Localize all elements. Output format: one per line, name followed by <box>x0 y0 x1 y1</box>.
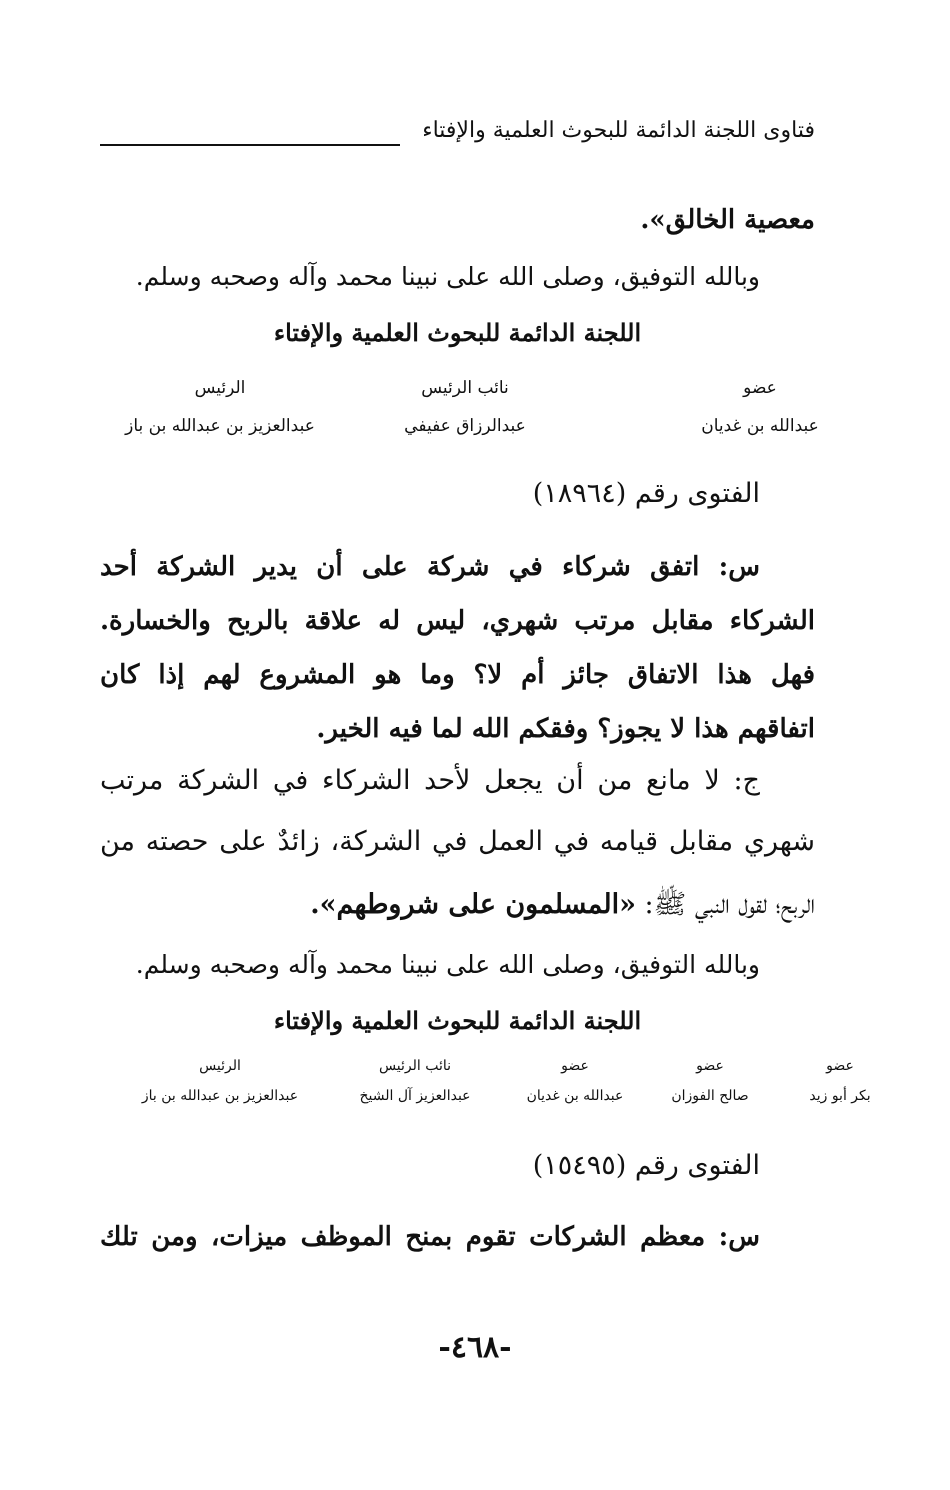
signature-role: الرئيس <box>194 378 246 398</box>
signature-block <box>505 1058 645 1104</box>
fatwa-number: الفتوى رقم (١٨٩٦٤) <box>532 478 760 509</box>
header-title: فتاوى اللجنة الدائمة للبحوث العلمية والإفتاء <box>422 118 815 143</box>
fatwa-number: الفتوى رقم (١٥٤٩٥) <box>532 1150 760 1181</box>
signature-name: بكر أبو زيد <box>809 1088 871 1104</box>
answer-line <box>100 887 815 927</box>
signature-block <box>335 378 595 436</box>
answer-line: ج: لا مانع من أن يجعل لأحد الشركاء في الشركة مرتب <box>100 765 760 796</box>
signature-block <box>90 378 350 436</box>
question-line: س: اتفق شركاء في شركة على أن يدير الشركة أحد <box>100 552 760 582</box>
answer-line: شهري مقابل قيامه في العمل في الشركة، زائدٌ على حصته من <box>100 826 815 857</box>
signature-role: نائب الرئيس <box>421 378 509 398</box>
signature-name: عبدالعزيز بن عبدالله بن باز <box>141 1088 299 1104</box>
header-rule <box>100 144 400 146</box>
text-line: وبالله التوفيق، وصلى الله على نبينا محمد وآله وصحبه وسلم. <box>135 262 760 291</box>
answer-text: الربح؛ لقول النبي ﷺ: <box>635 889 815 920</box>
hadith-quote: «المسلمون على شروطهم». <box>310 889 636 920</box>
text-line: معصية الخالق». <box>640 205 815 235</box>
signature-block <box>335 1058 495 1104</box>
signature-name: عبدالعزيز آل الشيخ <box>359 1088 471 1104</box>
signature-block <box>770 1058 910 1104</box>
signature-name: عبدالرزاق عفيفي <box>404 416 526 436</box>
question-line: الشركاء مقابل مرتب شهري، ليس له علاقة بالربح والخسارة. <box>100 606 815 636</box>
question-line: اتفاقهم هذا لا يجوز؟ وفقكم الله لما فيه الخير. <box>316 714 815 744</box>
signature-block <box>120 1058 320 1104</box>
signature-block <box>630 378 890 436</box>
committee-title: اللجنة الدائمة للبحوث العلمية والإفتاء <box>273 318 642 347</box>
question-line: فهل هذا الاتفاق جائز أم لا؟ وما هو المشروع لهم إذا كان <box>100 660 815 690</box>
signature-name: عبدالعزيز بن عبدالله بن باز <box>125 416 315 436</box>
question-line: س: معظم الشركات تقوم بمنح الموظف ميزات، ومن تلك <box>100 1222 760 1252</box>
signature-role: الرئيس <box>199 1058 241 1074</box>
signature-block <box>650 1058 770 1104</box>
committee-title: اللجنة الدائمة للبحوث العلمية والإفتاء <box>273 1006 642 1035</box>
signature-name: صالح الفوزان <box>671 1088 749 1104</box>
page-number: -٤٦٨- <box>438 1330 512 1365</box>
signature-role: عضو <box>826 1058 854 1074</box>
signature-name: عبدالله بن غديان <box>701 416 819 436</box>
signature-role: عضو <box>696 1058 724 1074</box>
signature-role: عضو <box>743 378 777 398</box>
signature-role: نائب الرئيس <box>378 1058 452 1074</box>
signature-name: عبدالله بن غديان <box>526 1088 624 1104</box>
closing-line: وبالله التوفيق، وصلى الله على نبينا محمد وآله وصحبه وسلم. <box>135 950 760 979</box>
signature-role: عضو <box>561 1058 589 1074</box>
running-header <box>100 118 815 158</box>
